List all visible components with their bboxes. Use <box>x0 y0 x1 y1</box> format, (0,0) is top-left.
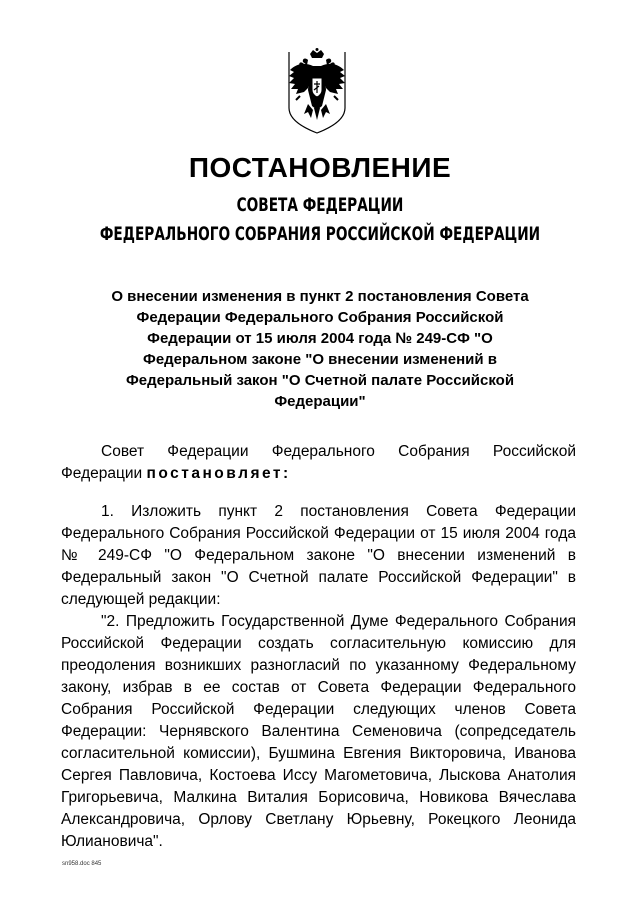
document-title: ПОСТАНОВЛЕНИЕ <box>188 152 452 183</box>
footer-file-code: sn958.doc 845 <box>62 861 102 867</box>
double-headed-eagle-icon <box>286 48 348 134</box>
item-1-paragraph: 1. Изложить пункт 2 постановления Совета Федерации Федерального Собрания Российской Федерации от 15 июля 2004 года № 249-СФ "О Федеральном законе "О внесении изменений в Федеральный закон "О Счетной палате Российской Федерации" в следующей редакции: <box>61 503 576 608</box>
resolution-heading: О внесении изменения в пункт 2 постановления Совета Федерации Федерального Собрания Российской Федерации от 15 июля 2004 года № 249-СФ "О Федеральном законе "О внесении изменений в Федеральный закон "О Счетной палате Российской Федерации" <box>111 288 529 410</box>
intro-text: Совет Федерации Федерального Собрания Российской Федерации <box>61 443 576 482</box>
document-subtitle-assembly: ФЕДЕРАЛЬНОГО СОБРАНИЯ РОССИЙСКОЙ ФЕДЕРАЦИИ <box>99 223 541 245</box>
document-subtitle-council: СОВЕТА ФЕДЕРАЦИИ <box>236 194 404 216</box>
intro-paragraph <box>61 441 576 485</box>
item-2-paragraph: "2. Предложить Государственной Думе Федерального Собрания Российской Федерации создать согласительную комиссию для преодоления возникших разногласий по указанному Федеральному закону, избрав в ее состав от Совета Федерации Федерального Собрания Российской Федерации следующих членов Совета Федерации: Чернявского Валентина Семеновича (сопредседатель согласительной комиссии), Бушмина Евгения Викторовича, Иванова Сергея Павловича, Костоева Иссу Магометовича, Лыскова Анатолия Григорьевича, Малкина Виталия Борисовича, Новикова Вячеслава Александровича, Орлову Светлану Юрьевну, Рокецкого Леонида Юлиановича". <box>61 613 576 850</box>
intro-decree-word: постановляет: <box>146 465 291 482</box>
resolution-body <box>61 501 576 853</box>
